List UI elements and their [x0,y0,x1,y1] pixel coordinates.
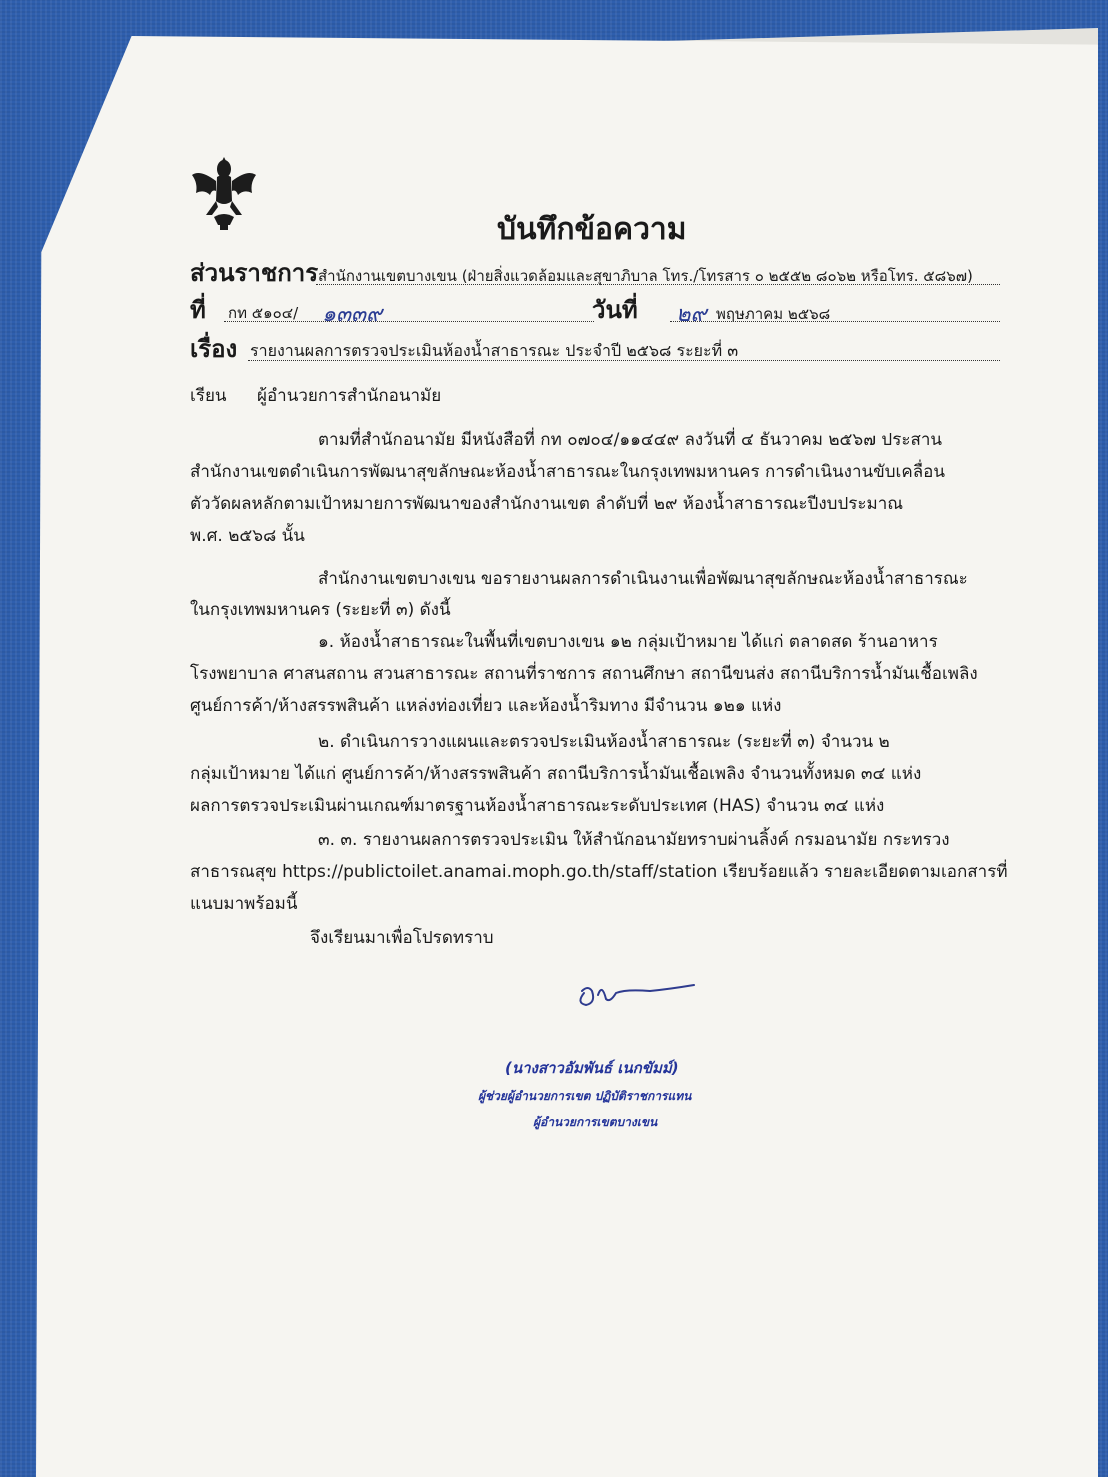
body-line: โรงพยาบาล ศาสนสถาน สวนสาธารณะ สถานที่ราชการ สถานศึกษา สถานีขนส่ง สถานีบริการน้ำมันเชื้อเพลิง [190,664,978,684]
body-line: ผลการตรวจประเมินผ่านเกณฑ์มาตรฐานห้องน้ำสาธารณะระดับประเทศ (HAS) จำนวน ๓๔ แห่ง [190,796,885,816]
body-line: ๓. ๓. รายงานผลการตรวจประเมิน ให้สำนักอนามัยทราบผ่านลิ้งค์ กรมอนามัย กระทรวง [318,830,950,850]
doc-no-underline [224,321,594,322]
body-line: พ.ศ. ๒๕๖๘ นั้น [190,526,305,546]
dept-label: ส่วนราชการ [190,259,319,287]
date-value: พฤษภาคม ๒๕๖๘ [716,305,831,323]
body-line: ๑. ห้องน้ำสาธารณะในพื้นที่เขตบางเขน ๑๒ กลุ่มเป้าหมาย ได้แก่ ตลาดสด ร้านอาหาร [318,632,938,652]
body-line: สำนักงานเขตดำเนินการพัฒนาสุขลักษณะห้องน้ำสาธารณะในกรุงเทพมหานคร การดำเนินงานขับเคลื่อน [190,462,945,482]
subject-underline [248,360,1000,361]
salutation-value: ผู้อำนวยการสำนักอนามัย [257,386,442,406]
signer-position-1: ผู้ช่วยผู้อำนวยการเขต ปฏิบัติราชการแทน [478,1089,692,1103]
body-line: ตัววัดผลหลักตามเป้าหมายการพัฒนาของสำนักงานเขต ลำดับที่ ๒๙ ห้องน้ำสาธารณะปีงบประมาณ [190,494,904,514]
body-line: แนบมาพร้อมนี้ [190,894,298,914]
dept-underline [316,284,1000,285]
closing-line: จึงเรียนมาเพื่อโปรดทราบ [310,928,494,948]
body-line: สำนักงานเขตบางเขน ขอรายงานผลการดำเนินงานเพื่อพัฒนาสุขลักษณะห้องน้ำสาธารณะ [318,569,968,589]
date-underline [670,321,1000,322]
signer-position-2: ผู้อำนวยการเขตบางเขน [533,1115,658,1129]
body-line: สาธารณสุข https://publictoilet.anamai.moph.go.th/staff/station เรียบร้อยแล้ว รายละเอียดตามเอกสารที่ [190,862,1008,882]
date-day-handwritten: ๒๙ [676,302,707,327]
doc-no-value: กท ๕๑๐๔/ [228,304,299,322]
body-line: ๒. ดำเนินการวางแผนและตรวจประเมินห้องน้ำสาธารณะ (ระยะที่ ๓) จำนวน ๒ [318,732,890,752]
memo-title: บันทึกข้อความ [497,212,687,247]
body-line: ศูนย์การค้า/ห้างสรรพสินค้า แหล่งท่องเที่ยว และห้องน้ำริมทาง มีจำนวน ๑๒๑ แห่ง [190,696,782,716]
date-label: วันที่ [592,296,638,324]
body-line: ตามที่สำนักอนามัย มีหนังสือที่ กท ๐๗๐๔/๑๑๔๔๙ ลงวันที่ ๔ ธันวาคม ๒๕๖๗ ประสาน [318,430,942,450]
doc-no-handwritten: ๑๓๓๙ [322,302,383,327]
body-line: กลุ่มเป้าหมาย ได้แก่ ศูนย์การค้า/ห้างสรรพสินค้า สถานีบริการน้ำมันเชื้อเพลิง จำนวนทั้งหมด ๓๔ แห่ง [190,764,922,784]
signer-name: (นางสาวอัมพันธ์ เนกขัมม์) [505,1059,679,1077]
garuda-emblem-icon [190,155,258,231]
dept-value: สำนักงานเขตบางเขน (ฝ่ายสิ่งแวดล้อมและสุขาภิบาล โทร./โทรสาร ๐ ๒๕๕๒ ๘๐๖๒ หรือโทร. ๕๘๖๗) [318,267,973,285]
subject-label: เรื่อง [190,335,238,363]
salutation-label: เรียน [190,386,227,406]
signature-scribble [570,965,700,1013]
doc-no-label: ที่ [190,296,206,324]
subject-value: รายงานผลการตรวจประเมินห้องน้ำสาธารณะ ประจำปี ๒๕๖๘ ระยะที่ ๓ [250,341,739,360]
body-line: ในกรุงเทพมหานคร (ระยะที่ ๓) ดังนี้ [190,600,451,620]
